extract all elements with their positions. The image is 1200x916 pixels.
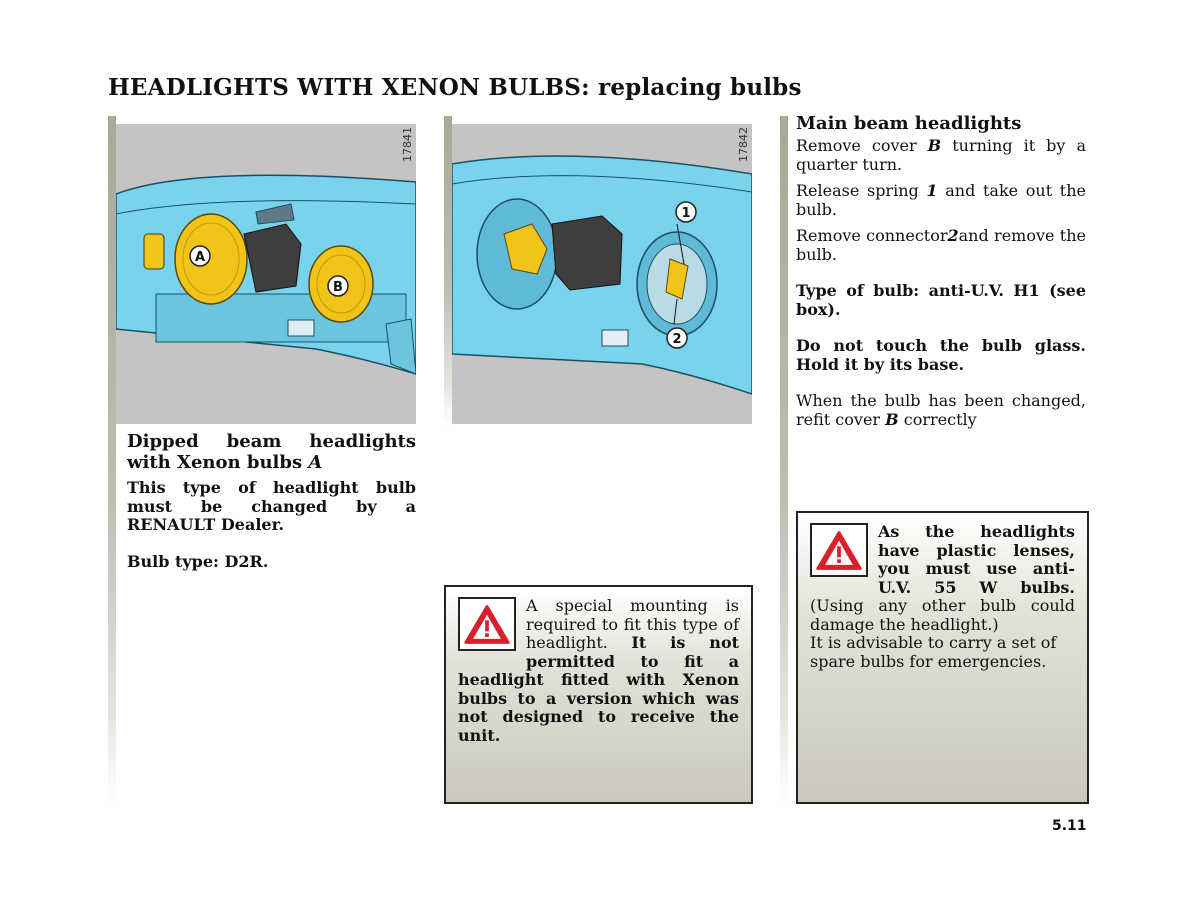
- main-beam-section: [796, 113, 1086, 429]
- page-number: 5.11: [1052, 818, 1087, 834]
- figure-label-2: 2: [672, 332, 682, 347]
- figure-label-b: B: [333, 280, 343, 295]
- headlight-rear-illustration-1: [116, 124, 416, 424]
- warning-triangle-icon: [810, 523, 868, 577]
- main-beam-bulb-type: Type of bulb: anti-U.V. H1 (see box).: [796, 281, 1086, 319]
- warning-uv-box: [796, 511, 1089, 804]
- main-beam-heading: Main beam headlights: [796, 113, 1022, 134]
- left-column-bar: [108, 116, 116, 806]
- main-beam-step-3: Remove connector2and remove the bulb.: [796, 226, 1086, 264]
- touch-warning: Do not touch the bulb glass. Hold it by its base.: [796, 336, 1086, 374]
- figure-label-a: A: [194, 250, 206, 265]
- figure-label-1: 1: [681, 206, 691, 221]
- warning-uv-spare: It is advisable to carry a set of spare bulbs for emergencies.: [810, 633, 1057, 671]
- dealer-note: This type of headlight bulb must be changed by a RENAULT Dealer.: [127, 478, 416, 534]
- dipped-beam-heading: Dipped beam headlights with Xenon bulbs A: [127, 431, 416, 473]
- figure-dipped-beam: [116, 124, 416, 424]
- main-beam-step-2: Release spring 1 and take out the bulb.: [796, 181, 1087, 219]
- warning-mounting-box: [444, 585, 753, 804]
- dipped-beam-section: [127, 431, 416, 571]
- middle-column-bar: [444, 116, 452, 426]
- dipped-bulb-type: Bulb type: D2R.: [127, 551, 269, 571]
- refit-instruction: When the bulb has been changed, refit cover B correctly: [796, 391, 1086, 429]
- warning-triangle-icon: [458, 597, 516, 651]
- headlight-rear-illustration-2: [452, 124, 752, 424]
- page-title: HEADLIGHTS WITH XENON BULBS: replacing bulbs: [108, 74, 802, 101]
- figure-main-beam: [452, 124, 752, 424]
- right-column-bar: [780, 116, 788, 806]
- figure-id: 17841: [401, 127, 414, 162]
- main-beam-step-1: Remove cover B turning it by a quarter turn.: [796, 136, 1086, 174]
- figure-id: 17842: [737, 127, 750, 162]
- warning-mounting-text: A special mounting is required to fit this type of headlight. It is not permitted to fit a headlight fitted with Xenon bulbs to a version which was not designed to receive the unit.: [458, 596, 740, 745]
- warning-uv-text: As the headlights have plastic lenses, you must use anti-U.V. 55 W bulbs. (Using any other bulb could damage the headlight.): [810, 522, 1075, 634]
